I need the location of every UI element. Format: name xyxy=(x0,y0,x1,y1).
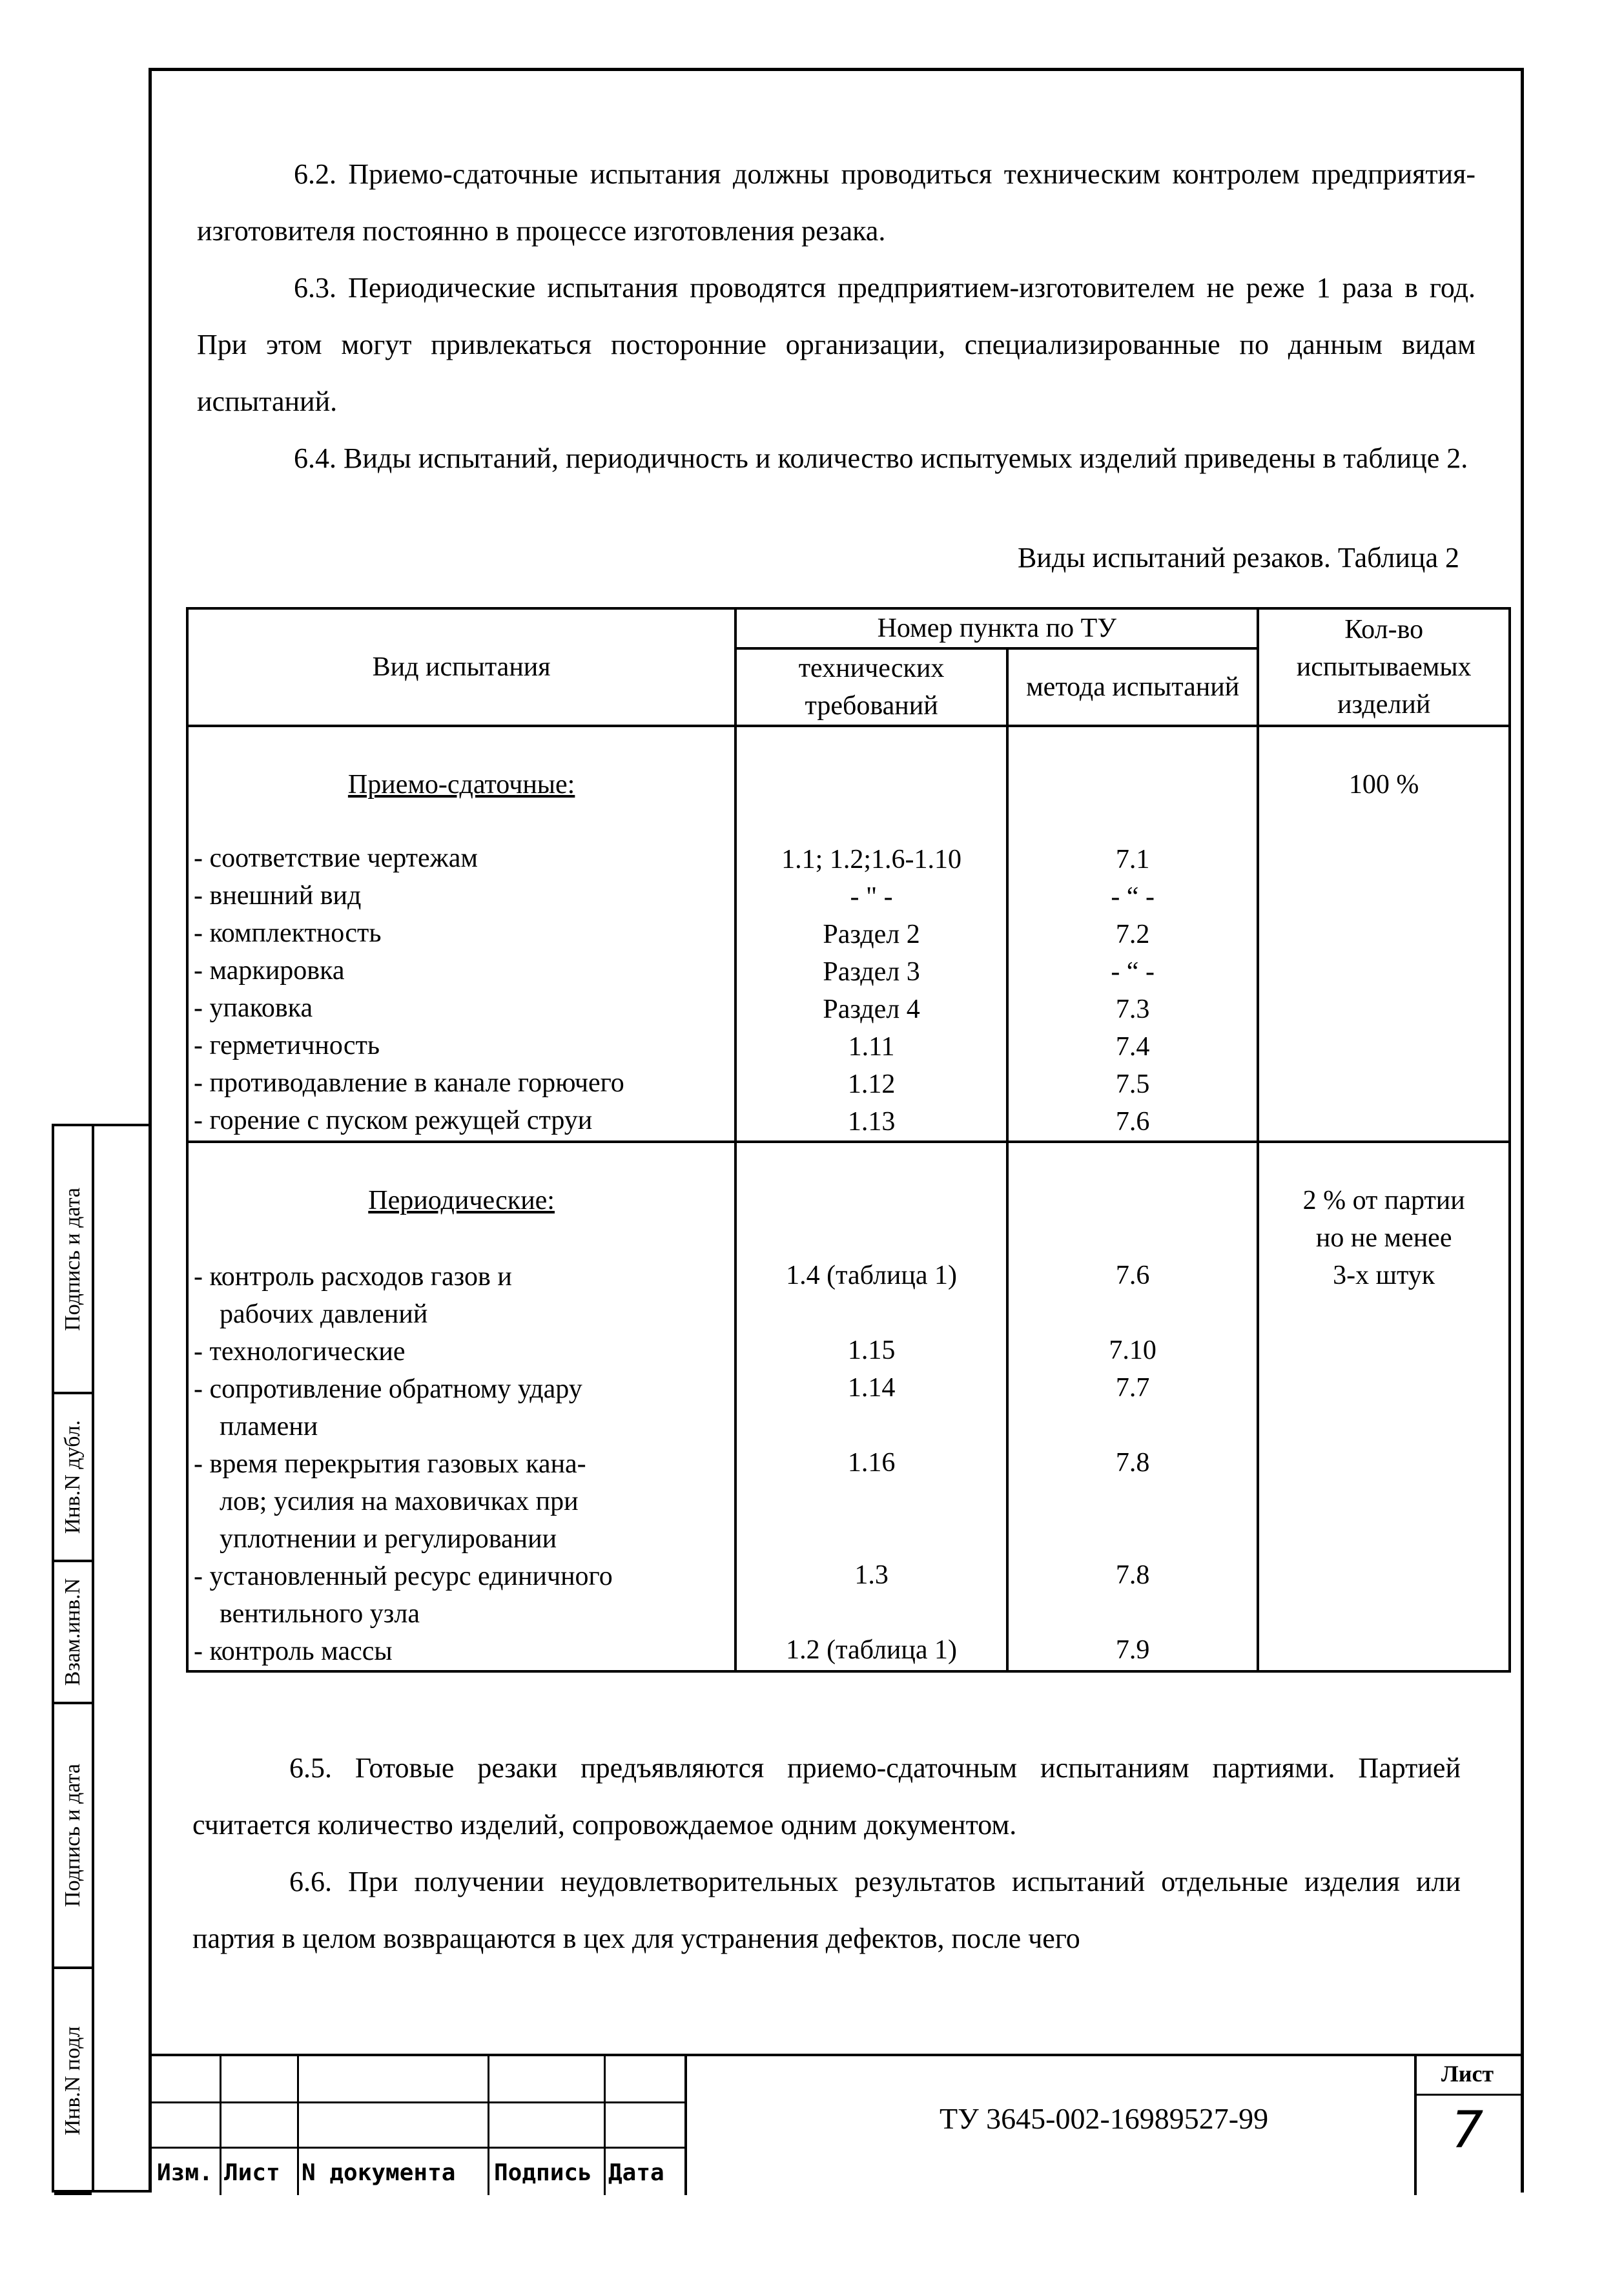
periodic-requirement-gap xyxy=(742,1481,1001,1519)
periodic-test-name-line: - установленный ресурс единичного xyxy=(194,1562,613,1591)
periodic-test-name-line: вентильного узла xyxy=(220,1599,420,1629)
sheet-number: 7 xyxy=(1451,2101,1484,2160)
periodic-quantity-line: 2 % от партии xyxy=(1302,1186,1465,1215)
acceptance-requirement: 1.12 xyxy=(847,1069,896,1099)
acceptance-methods xyxy=(1007,726,1258,1142)
side-stamp-cell xyxy=(54,1562,92,1704)
periodic-test-name-line: - контроль массы xyxy=(194,1636,393,1666)
periodic-title: Периодические: xyxy=(368,1186,555,1215)
acceptance-method: 7.3 xyxy=(1115,995,1150,1024)
acceptance-test-name: - упаковка xyxy=(194,993,313,1023)
side-stamp xyxy=(52,1124,149,2193)
side-stamp-cell xyxy=(54,1704,92,1969)
periodic-requirement: 1.2 (таблица 1) xyxy=(786,1635,957,1665)
acceptance-test-name: - герметичность xyxy=(194,1031,380,1060)
acceptance-title: Приемо-сдаточные: xyxy=(347,770,575,800)
acceptance-method: 7.2 xyxy=(1115,920,1150,949)
periodic-method-gap xyxy=(1014,1481,1251,1519)
periodic-method-gap xyxy=(1014,1519,1251,1556)
acceptance-method: 7.5 xyxy=(1115,1069,1150,1099)
periodic-method: 7.8 xyxy=(1115,1560,1150,1590)
periodic-test-name-line: рабочих давлений xyxy=(220,1299,428,1329)
acceptance-method: - “ - xyxy=(1111,957,1155,987)
side-stamp-labels xyxy=(54,1126,94,2190)
acceptance-quantity-cell xyxy=(1258,726,1510,1142)
acceptance-test-name: - внешний вид xyxy=(194,881,362,911)
acceptance-requirement: 1.13 xyxy=(847,1107,896,1137)
periodic-requirements xyxy=(735,1142,1007,1671)
acceptance-test-name: - горение с пуском режущей струи xyxy=(194,1106,593,1135)
acceptance-test-name: - противодавление в канале горючего xyxy=(194,1068,624,1098)
paragraph-6-5: 6.5. Готовые резаки предъявляются приемо-сдаточным испытаниям партиями. Партией считается количество изделий, сопровождаемое одним документом. xyxy=(192,1752,1461,1841)
periodic-test-name-line: - технологические xyxy=(194,1337,406,1367)
periodic-method: 7.7 xyxy=(1115,1373,1150,1403)
periodic-test-names xyxy=(187,1142,735,1671)
table-row-acceptance xyxy=(187,726,1510,1142)
acceptance-method: 7.6 xyxy=(1115,1107,1150,1137)
header-quantity: Кол-во испытываемых изделий xyxy=(1258,608,1510,726)
periodic-quantity xyxy=(1258,1142,1510,1671)
periodic-requirement: 1.3 xyxy=(854,1560,889,1590)
tests-table xyxy=(186,607,1511,1673)
acceptance-test-names xyxy=(187,726,735,1142)
periodic-requirement-gap xyxy=(742,1594,1001,1631)
periodic-methods xyxy=(1007,1142,1258,1671)
side-stamp-label: Инв.N подл xyxy=(61,2026,85,2136)
header-test-method: метода испытаний xyxy=(1007,648,1258,726)
acceptance-requirement: 1.11 xyxy=(848,1032,895,1062)
acceptance-requirement: Раздел 4 xyxy=(823,995,920,1024)
periodic-requirement: 1.16 xyxy=(847,1448,896,1478)
periodic-quantity-line: 3-х штук xyxy=(1333,1261,1435,1290)
periodic-requirement-gap xyxy=(742,1294,1001,1332)
header-clause-group: Номер пункта по ТУ xyxy=(735,608,1258,648)
acceptance-requirement: Раздел 2 xyxy=(823,920,920,949)
acceptance-requirements xyxy=(735,726,1007,1142)
paragraph-6-2: 6.2. Приемо-сдаточные испытания должны проводиться техническим контролем предприятия-изготовителя постоянно в процессе изготовления резака. xyxy=(197,158,1475,247)
acceptance-test-name: - соответствие чертежам xyxy=(194,843,478,873)
title-block-label: Подпись xyxy=(494,2160,592,2186)
acceptance-method: 7.4 xyxy=(1115,1032,1150,1062)
document-code: ТУ 3645-002-16989527-99 xyxy=(940,2102,1269,2135)
side-stamp-label: Подпись и дата xyxy=(61,1764,85,1907)
periodic-method-gap xyxy=(1014,1407,1251,1444)
title-block-label: Изм. xyxy=(157,2160,213,2186)
periodic-test-name-line: - сопротивление обратному удару xyxy=(194,1374,582,1404)
acceptance-test-name: - комплектность xyxy=(194,918,382,948)
paragraph-6-3: 6.3. Периодические испытания проводятся предприятием-изготовителем не реже 1 раза в год. При этом могут привлекаться посторонние организации, специализированные по данным видам испытаний. xyxy=(197,272,1475,417)
paragraph-6-4: 6.4. Виды испытаний, периодичность и количество испытуемых изделий приведены в таблице 2. xyxy=(294,442,1468,474)
acceptance-method: 7.1 xyxy=(1115,845,1150,874)
title-block-label: Лист xyxy=(224,2160,280,2186)
periodic-requirement: 1.14 xyxy=(847,1373,896,1403)
periodic-test-name-line: лов; усилия на маховичках при xyxy=(220,1487,579,1516)
periodic-test-name-line: уплотнении и регулировании xyxy=(220,1524,557,1554)
periodic-requirement: 1.4 (таблица 1) xyxy=(786,1261,957,1290)
periodic-test-name-line: - время перекрытия газовых кана- xyxy=(194,1449,586,1479)
sheet-label: Лист xyxy=(1441,2061,1494,2087)
acceptance-quantity: 100 % xyxy=(1348,770,1419,800)
table-caption: Виды испытаний резаков. Таблица 2 xyxy=(1017,542,1459,573)
title-block-label: Дата xyxy=(608,2160,664,2186)
periodic-requirement: 1.15 xyxy=(847,1336,896,1365)
periodic-method: 7.6 xyxy=(1115,1261,1150,1290)
side-stamp-label: Инв.N дубл. xyxy=(61,1419,85,1534)
header-tech-requirements: технических требований xyxy=(735,648,1007,726)
paragraph-6-6: 6.6. При получении неудовлетворительных результатов испытаний отдельные изделия или партия в целом возвращаются в цех для устранения дефектов, после чего xyxy=(192,1866,1461,1954)
side-stamp-cell xyxy=(54,1969,92,2195)
title-block-label: N документа xyxy=(302,2160,456,2186)
periodic-test-name-line: - контроль расходов газов и xyxy=(194,1262,512,1292)
side-stamp-cell xyxy=(54,1126,92,1394)
acceptance-requirement: Раздел 3 xyxy=(823,957,920,987)
acceptance-requirement: 1.1; 1.2;1.6-1.10 xyxy=(781,845,961,874)
periodic-method-gap xyxy=(1014,1294,1251,1332)
periodic-requirement-gap xyxy=(742,1519,1001,1556)
table-header-row xyxy=(187,608,1510,648)
header-test-type: Вид испытания xyxy=(187,608,735,726)
periodic-method: 7.8 xyxy=(1115,1448,1150,1478)
acceptance-method: - “ - xyxy=(1111,882,1155,912)
periodic-requirement-gap xyxy=(742,1407,1001,1444)
acceptance-requirement: - " - xyxy=(850,882,893,912)
periodic-method: 7.9 xyxy=(1115,1635,1150,1665)
side-stamp-label: Подпись и дата xyxy=(61,1187,85,1331)
side-stamp-cell xyxy=(54,1394,92,1562)
table-row-periodic xyxy=(187,1142,1510,1671)
periodic-test-name-line: пламени xyxy=(220,1412,318,1441)
title-block xyxy=(152,2054,1521,2193)
periodic-quantity-line: но не менее xyxy=(1315,1223,1452,1253)
periodic-method: 7.10 xyxy=(1109,1336,1156,1365)
periodic-method-gap xyxy=(1014,1594,1251,1631)
side-stamp-label: Взам.инв.N xyxy=(61,1578,85,1686)
acceptance-test-name: - маркировка xyxy=(194,956,345,986)
